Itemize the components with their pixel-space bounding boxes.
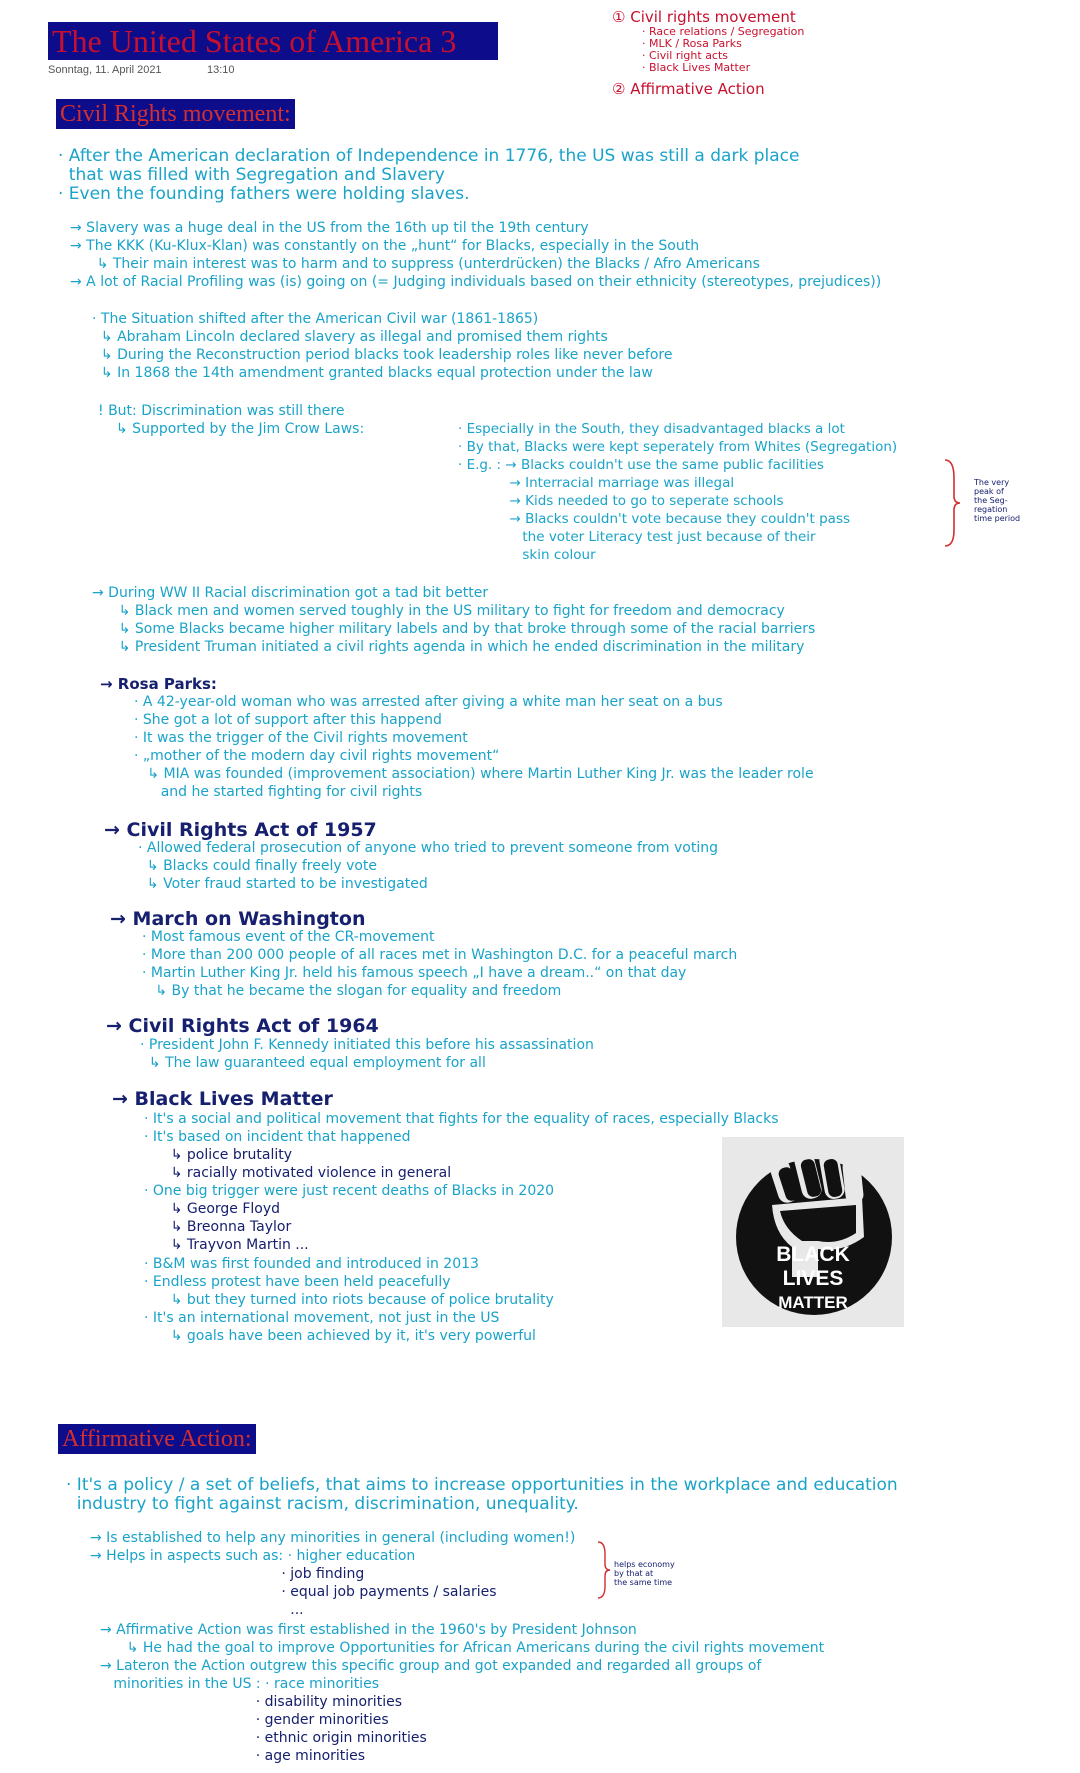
section-heading-civil-rights: Civil Rights movement:	[56, 99, 295, 129]
note-line: · age minorities	[100, 1748, 366, 1764]
page-time: 13:10	[207, 64, 235, 76]
note-line: · B&M was first founded and introduced in 2013	[144, 1256, 479, 1272]
note-line: · gender minorities	[100, 1712, 389, 1728]
note-line: · More than 200 000 people of all races met in Washington D.C. for a peaceful march	[142, 947, 738, 963]
note-line: · It's based on incident that happened	[144, 1129, 411, 1145]
note-line: ↳ In 1868 the 14th amendment granted blacks equal protection under the law	[92, 365, 653, 381]
toc-sub-item: · MLK / Rosa Parks	[642, 37, 742, 50]
note-line: · President John F. Kennedy initiated this before his assassination	[140, 1037, 594, 1053]
note-line: · It was the trigger of the Civil rights movement	[134, 730, 468, 746]
note-line: ↳ Black men and women served toughly in the US military to fight for freedom and democracy	[92, 603, 785, 619]
blm-logo-image	[722, 1137, 904, 1327]
note-line: ↳ but they turned into riots because of police brutality	[144, 1292, 554, 1308]
brace-icon	[596, 1540, 612, 1600]
note-line: that was filled with Segregation and Slavery	[58, 165, 445, 185]
side-note: The very peak of the Seg- regation time period	[974, 478, 1021, 523]
logo-word: MATTER	[778, 1293, 848, 1312]
note-line: · Endless protest have been held peacefully	[144, 1274, 451, 1290]
note-line: · By that, Blacks were kept seperately from Whites (Segregation)	[458, 439, 898, 455]
subheading-rosa-parks: → Rosa Parks:	[100, 675, 217, 693]
note-line: ↳ racially motivated violence in general	[144, 1165, 452, 1181]
note-line: ...	[90, 1602, 304, 1618]
note-line: ↳ He had the goal to improve Opportunities for African Americans during the civil rights movement	[100, 1640, 825, 1656]
note-line: → Blacks couldn't vote because they couldn't pass	[458, 511, 851, 527]
note-line: ↳ George Floyd	[144, 1201, 281, 1217]
note-line: · It's a policy / a set of beliefs, that aims to increase opportunities in the workplace and education	[66, 1475, 898, 1495]
note-line: · Martin Luther King Jr. held his famous speech „I have a dream..“ on that day	[142, 965, 687, 981]
note-line: → A lot of Racial Profiling was (is) going on (= Judging individuals based on their ethnicity (stereotypes, prejudices))	[70, 274, 882, 290]
note-line: · Allowed federal prosecution of anyone who tried to prevent someone from voting	[138, 840, 718, 856]
note-line: · Most famous event of the CR-movement	[142, 929, 435, 945]
note-line: → Kids needed to go to seperate schools	[458, 493, 784, 509]
logo-word: BLACK	[776, 1243, 850, 1266]
note-line: · It's a social and political movement that fights for the equality of races, especially Blacks	[144, 1111, 779, 1127]
page-date: Sonntag, 11. April 2021	[48, 64, 162, 76]
note-line: · Especially in the South, they disadvantaged blacks a lot	[458, 421, 845, 437]
note-line: · equal job payments / salaries	[90, 1584, 497, 1600]
note-line: ↳ President Truman initiated a civil rights agenda in which he ended discrimination in the military	[92, 639, 805, 655]
note-line: ↳ Some Blacks became higher military labels and by that broke through some of the racial barriers	[92, 621, 816, 637]
note-line: the voter Literacy test just because of their	[458, 529, 816, 545]
note-line: ↳ Their main interest was to harm and to suppress (unterdrücken) the Blacks / Afro Americans	[70, 256, 760, 272]
subheading-act-1964: → Civil Rights Act of 1964	[106, 1015, 379, 1037]
toc-sub-item: · Black Lives Matter	[642, 61, 751, 74]
note-line: · „mother of the modern day civil rights movement“	[134, 748, 500, 764]
subheading-act-1957: → Civil Rights Act of 1957	[104, 819, 377, 841]
subheading-march: → March on Washington	[110, 908, 366, 930]
note-line: and he started fighting for civil rights	[134, 784, 423, 800]
note-line: · After the American declaration of Independence in 1776, the US was still a dark place	[58, 146, 800, 166]
note-line: ↳ Breonna Taylor	[144, 1219, 292, 1235]
note-line: skin colour	[458, 547, 596, 563]
note-line: · E.g. : → Blacks couldn't use the same public facilities	[458, 457, 824, 473]
note-line: ↳ Abraham Lincoln declared slavery as illegal and promised them rights	[92, 329, 608, 345]
note-line: · The Situation shifted after the American Civil war (1861-1865)	[92, 311, 539, 327]
note-line: industry to fight against racism, discrimination, unequality.	[66, 1494, 579, 1514]
note-line: ↳ By that he became the slogan for equality and freedom	[142, 983, 562, 999]
note-line: ! But: Discrimination was still there	[98, 403, 345, 419]
note-line: · One big trigger were just recent deaths of Blacks in 2020	[144, 1183, 555, 1199]
note-line: · It's an international movement, not just in the US	[144, 1310, 500, 1326]
note-line: ↳ MIA was founded (improvement association) where Martin Luther King Jr. was the leader role	[134, 766, 814, 782]
note-line: ↳ goals have been achieved by it, it's very powerful	[144, 1328, 536, 1344]
table-of-contents	[612, 8, 804, 98]
note-line: ↳ Supported by the Jim Crow Laws:	[116, 421, 365, 437]
note-line: ↳ Trayvon Martin ...	[144, 1237, 309, 1253]
toc-item-affirmative: ② Affirmative Action	[612, 80, 765, 98]
note-line: ↳ Blacks could finally freely vote	[138, 858, 378, 874]
brace-icon	[942, 458, 962, 548]
note-line: ↳ Voter fraud started to be investigated	[138, 876, 428, 892]
subheading-blm: → Black Lives Matter	[112, 1088, 333, 1110]
note-line: · disability minorities	[100, 1694, 402, 1710]
note-line: ↳ The law guaranteed equal employment for all	[140, 1055, 486, 1071]
note-line: · ethnic origin minorities	[100, 1730, 427, 1746]
note-line: minorities in the US : · race minorities	[100, 1676, 379, 1692]
note-line: → Slavery was a huge deal in the US from the 16th up til the 19th century	[70, 220, 589, 236]
toc-item-civil: ① Civil rights movement	[612, 8, 796, 26]
note-line: ↳ police brutality	[144, 1147, 293, 1163]
note-line: → Is established to help any minorities in general (including women!)	[90, 1530, 576, 1546]
logo-word: LIVES	[782, 1267, 844, 1290]
note-line: → The KKK (Ku-Klux-Klan) was constantly on the „hunt“ for Blacks, especially in the South	[70, 238, 700, 254]
note-line: → During WW II Racial discrimination got a tad bit better	[92, 585, 489, 601]
note-line: → Lateron the Action outgrew this specific group and got expanded and regarded all groups of	[100, 1658, 762, 1674]
note-line: ↳ During the Reconstruction period blacks took leadership roles like never before	[92, 347, 673, 363]
note-line: → Interracial marriage was illegal	[458, 475, 735, 491]
note-line: → Affirmative Action was first established in the 1960's by President Johnson	[100, 1622, 637, 1638]
side-note: helps economy by that at the same time	[614, 1560, 675, 1587]
note-line: · A 42-year-old woman who was arrested after giving a white man her seat on a bus	[134, 694, 723, 710]
page-title: The United States of America 3	[48, 22, 498, 60]
section-heading-affirmative: Affirmative Action:	[58, 1424, 256, 1454]
note-line: → Helps in aspects such as: · higher education	[90, 1548, 416, 1564]
note-line: · Even the founding fathers were holding slaves.	[58, 184, 470, 204]
toc-sub-item: · Race relations / Segregation	[642, 25, 805, 38]
note-line: · She got a lot of support after this happend	[134, 712, 442, 728]
note-line: · job finding	[90, 1566, 365, 1582]
toc-sub-item: · Civil right acts	[642, 49, 729, 62]
